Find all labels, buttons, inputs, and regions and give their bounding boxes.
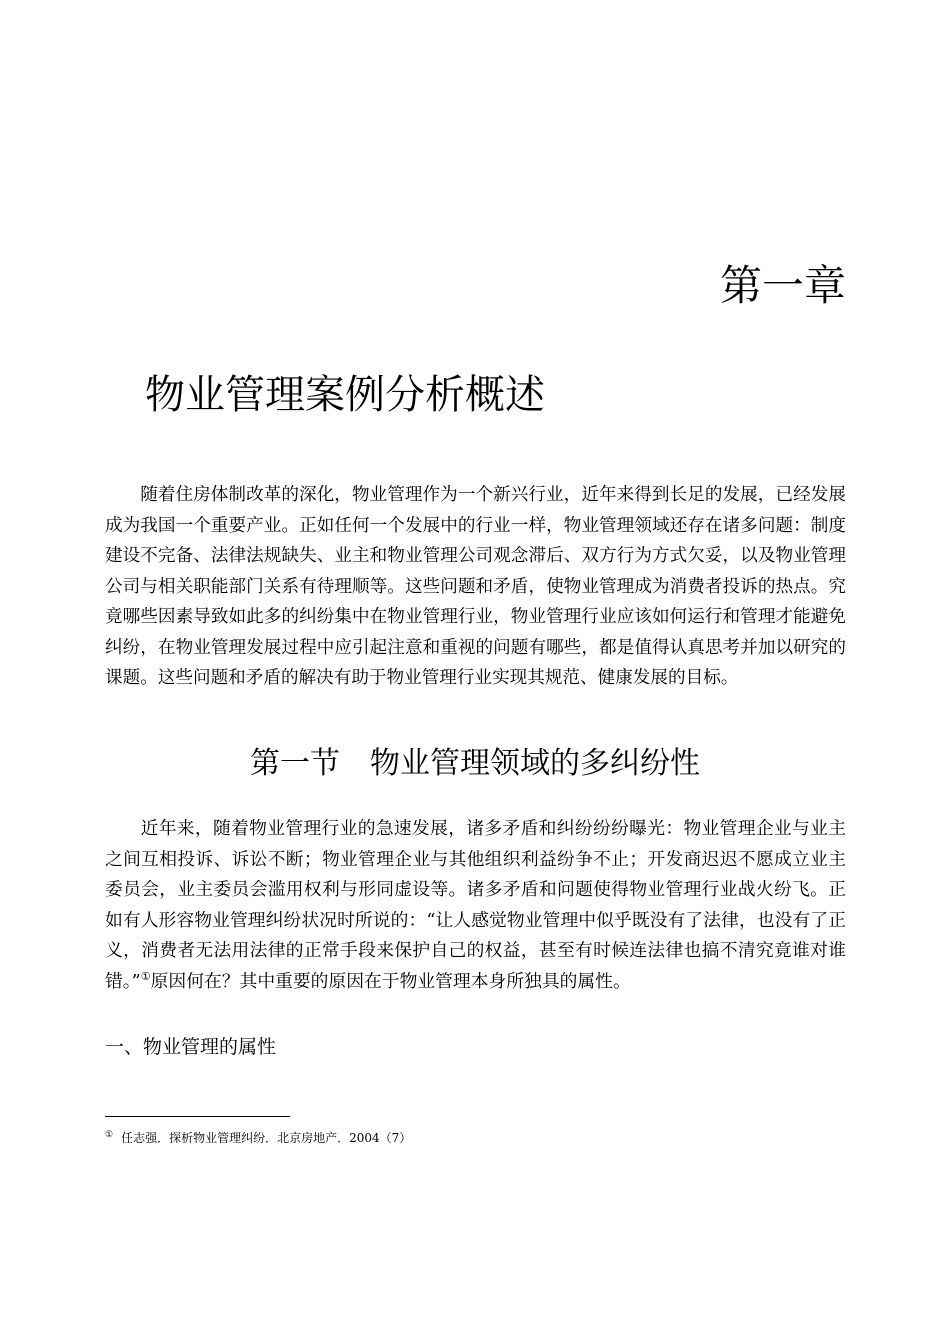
section-paragraph-text-continued: 原因何在？其中重要的原因在于物业管理本身所独具的属性。 <box>150 970 631 992</box>
subsection-title: 一、物业管理的属性 <box>105 1036 277 1058</box>
footnote <box>105 1128 411 1148</box>
footnote-divider <box>105 1116 290 1117</box>
footnote-reference[interactable]: ① <box>140 969 151 983</box>
footnote-mark: ① <box>105 1130 114 1140</box>
section-paragraph <box>105 814 846 997</box>
footnote-text: 任志强．探析物业管理纠纷．北京房地产．2004（7） <box>121 1131 412 1145</box>
section-paragraph-text: 近年来，随着物业管理行业的急速发展，诸多矛盾和纠纷纷纷曝光：物业管理企业与业主之间互相投诉、诉讼不断；物业管理企业与其他组织利益纷争不止；开发商迟迟不愿成立业主委员会，业主委员会滥用权利与形同虚设等。诸多矛盾和问题使得物业管理行业战火纷飞。正如有人形容物业管理纠纷状况时所说的：“让人感觉物业管理中似乎既没有了法律，也没有了正义，消费者无法用法律的正常手段来保护自己的权益，甚至有时候连法律也搞不清究竟谁对谁错。” <box>105 818 846 992</box>
section-title: 第一节 物业管理领域的多纠纷性 <box>250 746 700 781</box>
chapter-number: 第一章 <box>719 261 846 310</box>
chapter-title: 物业管理案例分析概述 <box>145 372 545 418</box>
intro-paragraph: 随着住房体制改革的深化，物业管理作为一个新兴行业，近年来得到长足的发展，已经发展成为我国一个重要产业。正如任何一个发展中的行业一样，物业管理领域还存在诸多问题：制度建设不完备、法律法规缺失、业主和物业管理公司观念滞后、双方行为方式欠妥，以及物业管理公司与相关职能部门关系有待理顺等。这些问题和矛盾，使物业管理成为消费者投诉的热点。究竟哪些因素导致如此多的纠纷集中在物业管理行业，物业管理行业应该如何运行和管理才能避免纠纷，在物业管理发展过程中应引起注意和重视的问题有哪些，都是值得认真思考并加以研究的课题。这些问题和矛盾的解决有助于物业管理行业实现其规范、健康发展的目标。 <box>105 485 846 688</box>
